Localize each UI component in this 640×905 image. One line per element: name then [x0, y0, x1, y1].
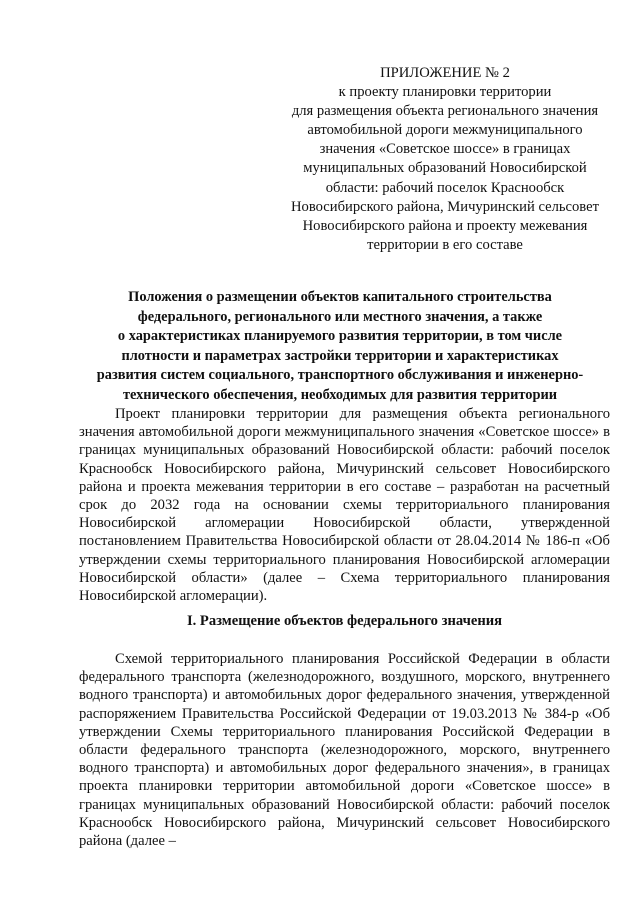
- heading-line: о характеристиках планируемого развития территории, в том числе: [117, 328, 563, 345]
- appendix-line: к проекту планировки территории: [338, 84, 552, 101]
- appendix-header: [280, 64, 610, 255]
- heading-line: развития систем социального, транспортного обслуживания и инженерно-: [96, 367, 584, 384]
- appendix-line: области: рабочий поселок Краснообск: [325, 179, 565, 196]
- heading-line: плотности и параметрах застройки территории и характеристиках: [121, 347, 559, 364]
- appendix-line: Новосибирского района, Мичуринский сельсовет: [291, 198, 599, 215]
- appendix-title: ПРИЛОЖЕНИЕ № 2: [380, 65, 510, 81]
- section-title-federal: I. Размещение объектов федерального значения: [186, 613, 503, 629]
- heading-line: технического обеспечения, необходимых для развития территории: [122, 386, 558, 403]
- appendix-line: Новосибирского района и проекту межевания: [302, 217, 588, 234]
- appendix-line: значения «Советское шоссе» в границах: [319, 141, 571, 158]
- appendix-line: автомобильной дороги межмуниципального: [307, 122, 583, 139]
- heading-line: федерального, регионального или местного значения, а также: [137, 308, 543, 325]
- document-heading: [60, 288, 620, 406]
- heading-line: Положения о размещении объектов капитального строительства: [128, 289, 552, 305]
- appendix-line: для размещения объекта регионального значения: [291, 103, 599, 120]
- body-paragraph-2: Схемой территориального планирования Российской Федерации в области федерального транспорта (железнодорожного, воздушного, морского, внутреннего водного транспорта) и автомобильных дорог федерального значения, утвержденной распоряжением Правительства Российской Федерации от 19.03.2013 № 384-р «Об утверждении Схемы территориального планирования Российской Федерации в области федерального транспорта (железнодорожного, морского, внутреннего водного транспорта) и автомобильных дорог федерального значения», в границах проекта планировки территории автомобильной дороги «Советское шоссе» в границах муниципальных образований Новосибирской области: рабочий поселок Краснообск Новосибирского района, Мичуринский сельсовет Новосибирского района (далее –: [79, 651, 610, 850]
- appendix-line: муниципальных образований Новосибирской: [303, 160, 587, 177]
- body-paragraph-1: Проект планировки территории для размещения объекта регионального значения автомобильной дороги межмуниципального значения «Советское шоссе» в границах муниципальных образований Новосибирской области: рабочий поселок Краснообск Новосибирского района, Мичуринский сельсовет Новосибирского района и проекта межевания территории в его составе – разработан на расчетный срок до 2032 года на основании схемы территориального планирования Новосибирской агломерации Новосибирской области, утвержденной постановлением Правительства Новосибирской области от 28.04.2014 № 186-п «Об утверждении схемы территориального планирования Новосибирской агломерации Новосибирской области» (далее – Схема территориального планирования Новосибирской агломерации).: [79, 406, 610, 605]
- appendix-line: территории в его составе: [367, 236, 523, 253]
